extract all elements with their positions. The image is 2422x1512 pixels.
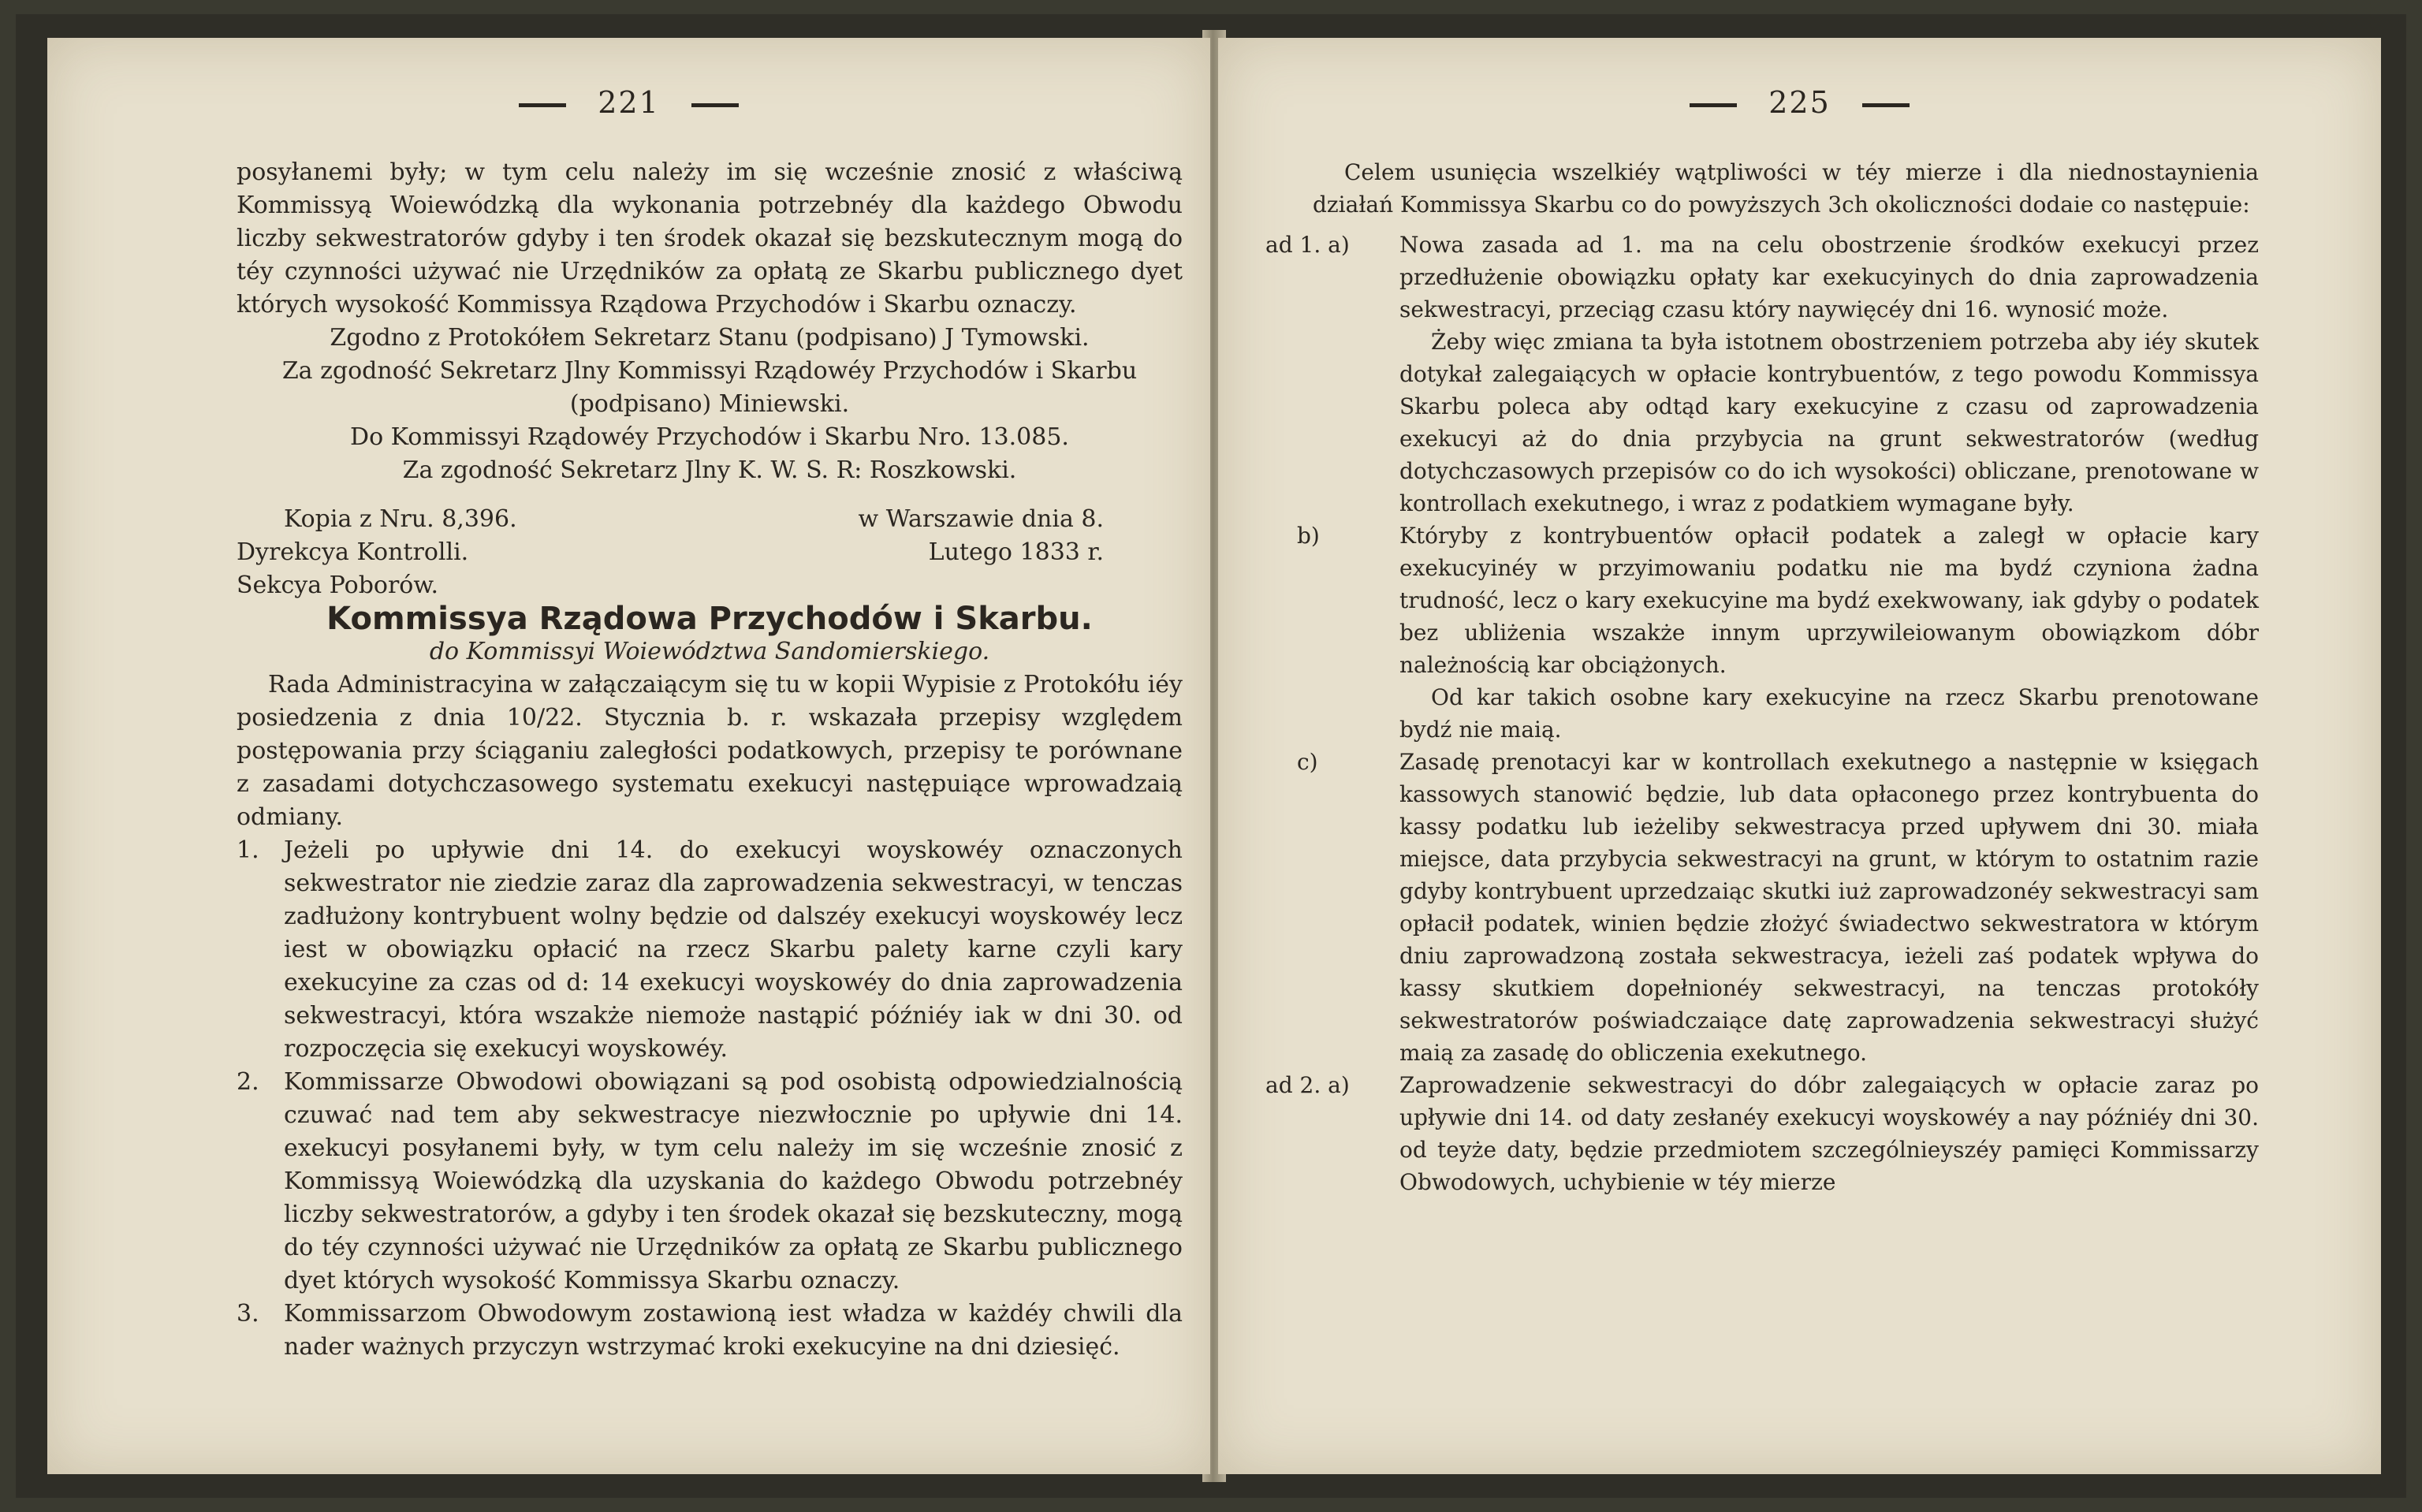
ad-section: ad 1. a) Nowa zasada ad 1. ma na celu obostrzenie środków exekucyi przez przedłużenie obowiązku opłaty kar exekucyinych do dnia zaprowadzenia sekwestracyi, przeciąg czasu który naywięcéy dni 16. wynosić może. Żeby więc zmiana ta była istotnem obostrzeniem potrzeba aby iéy skutek dotykał zalegaiących w opłacie kontrybuentów, z tego powodu Kommissya Skarbu poleca aby odtąd kary exekucyine z czasu od zaprowadzenia exekucyi aż do dnia przybycia na grunt sekwestratorów (według dotychczasowych przepisów co do ich wysokości) obliczane, prenotowane w kontrollach exekutnego, i wraz z podatkiem wymagane były. bbox=[1265, 232, 2259, 516]
right-page-number: 225 bbox=[1218, 85, 2381, 120]
signature-line-5: Za zgodność Sekretarz Jlny K. W. S. R: Roszkowski. bbox=[402, 456, 1017, 484]
signature-line-3: (podpisano) Miniewski. bbox=[569, 390, 850, 418]
left-page-text bbox=[237, 156, 1183, 1364]
list-item: 3. Kommissarzom Obwodowym zostawioną iest władza w każdéy chwili dla nader ważnych przyczyn wstrzymać kroki exekucyine na dni dziesięć. bbox=[237, 1300, 1183, 1361]
book-scan bbox=[16, 14, 2406, 1498]
right-page-text bbox=[1265, 156, 2259, 1198]
left-page bbox=[47, 38, 1210, 1474]
header-row-1 bbox=[237, 503, 1183, 536]
list-item: 1. Jeżeli po upływie dni 14. do exekucyi woyskowéy oznaczonych sekwestrator nie ziedzie zaraz dla zaprowadzenia sekwestracyi, w tenczas zadłużony kontrybuent wolny będzie od dalszéy exekucyi woyskowéy lecz iest w obowiązku opłacić na rzecz Skarbu palety karne czyli kary exekucyine za czas od d: 14 exekucyi woyskowéy do dnia zaprowadzenia sekwestracyi, która wszakże niemoże nastąpić późniéy iak w dni 30. od rozpoczęcia się exekucyi woyskowéy. bbox=[237, 836, 1183, 1063]
ad-section: c) Zasadę prenotacyi kar w kontrollach exekutnego a następnie w księgach kassowych stanowić będzie, lub data opłaconego przez kontrybuenta do kassy podatku lub ieżeliby sekwestracya przed upływem dni 30. miała miejsce, data przybycia sekwestracyi na grunt, w którym to ostatnim razie gdyby kontrybuent uprzedzaiąc skutki iuż zaprowadzonéy sekwestracyi sam opłacił podatek, winien będzie złożyć świadectwo sekwestratora w którym dniu zaprowadzoną została sekwestracya, ieżeli zaś podatek wpływa do kassy skutkiem dopełnionéy sekwestracyi, na tenczas protokóły sekwestratorów poświadczaiące datę zaprowadzenia sekwestracyi służyć maią za zasadę do obliczenia exekutnego. bbox=[1297, 749, 2259, 1066]
document-subheading: do Kommissyi Woiewództwa Sandomierskiego. bbox=[429, 638, 990, 665]
signature-line-1: Zgodno z Protokółem Sekretarz Stanu (podpisano) J Tymowski. bbox=[330, 324, 1090, 352]
ad-section: b) Któryby z kontrybuentów opłacił podatek a zaległ w opłacie kary exekucyinéy w przyimowaniu podatku nie ma bydź czyniona żadna trudność, lecz o kary exekucyine ma bydź exekwowany, iak gdyby o podatek bez ubliżenia wszakże innym uprzywileiowanym obowiązkom dóbr należnością kar obciążonych. Od kar takich osobne kary exekucyine na rzecz Skarbu prenotowane bydź nie maią. bbox=[1297, 523, 2259, 743]
dyrekcya-label: Dyrekcya Kontrolli. bbox=[237, 538, 469, 566]
date-line-2: Lutego 1833 r. bbox=[928, 538, 1104, 566]
left-intro: posyłanemi były; w tym celu należy im się wcześnie znosić z właściwą Kommissyą Woiewódzką dla wykonania potrzebnéy dla każdego Obwodu liczby sekwestratorów gdyby i ten środek okazał się bezskutecznym mogą do téy czynności używać nie Urzędników za opłatą ze Skarbu publicznego dyet których wysokość Kommissya Rządowa Przychodów i Skarbu oznaczy. bbox=[237, 158, 1183, 318]
right-page bbox=[1218, 38, 2381, 1474]
right-intro: Celem usunięcia wszelkiéy wątpliwości w téy mierze i dla niednostaynienia działań Kommissya Skarbu co do powyższych 3ch okoliczności dodaie co następuie: bbox=[1313, 159, 2259, 218]
left-page-number: 221 bbox=[47, 85, 1210, 120]
ad-section: ad 2. a) Zaprowadzenie sekwestracyi do dóbr zalegaiących w opłacie zaraz po upływie dni 14. od daty zesłanéy exekucyi woyskowéy a nay późniéy dni 30. od teyże daty, będzie przedmiotem szczególnieyszéy pamięci Kommissarzy Obwodowych, uchybienie w téy mierze bbox=[1265, 1072, 2259, 1195]
signature-line-4: Do Kommissyi Rządowéy Przychodów i Skarbu Nro. 13.085. bbox=[350, 423, 1069, 451]
left-paragraph: Rada Administracyina w załączaiącym się tu w kopii Wypisie z Protokółu iéy posiedzenia z dnia 10/22. Stycznia b. r. wskazała przepisy względem postępowania przy ściąganiu zaległości podatkowych, przepisy te porównane z zasadami dotychczasowego systematu exekucyi następuiące wprowadzaią odmiany. bbox=[237, 671, 1183, 831]
list-item: 2. Kommissarze Obwodowi obowiązani są pod osobistą odpowiedzialnością czuwać nad tem aby sekwestracye niezwłocznie po upływie dni 14. exekucyi posyłanemi były, w tym celu należy im się wcześnie znosić z Kommissyą Woiewódzką dla uzyskania do każdego Obwodu potrzebnéy liczby sekwestratorów, a gdyby i ten środek okazał się bezskuteczny, mogą do téy czynności używać nie Urzędników za opłatą ze Skarbu publicznego dyet których wysokość Kommissya Skarbu oznaczy. bbox=[237, 1068, 1183, 1294]
sekcya-label: Sekcya Poborów. bbox=[237, 572, 439, 599]
kopia-label: Kopia z Nru. 8,396. bbox=[284, 505, 517, 533]
date-line-1: w Warszawie dnia 8. bbox=[858, 505, 1104, 533]
signature-line-2: Za zgodność Sekretarz Jlny Kommissyi Rządowéy Przychodów i Skarbu bbox=[281, 357, 1138, 385]
document-heading: Kommissya Rządowa Przychodów i Skarbu. bbox=[326, 601, 1093, 637]
header-row-2 bbox=[237, 536, 1183, 569]
